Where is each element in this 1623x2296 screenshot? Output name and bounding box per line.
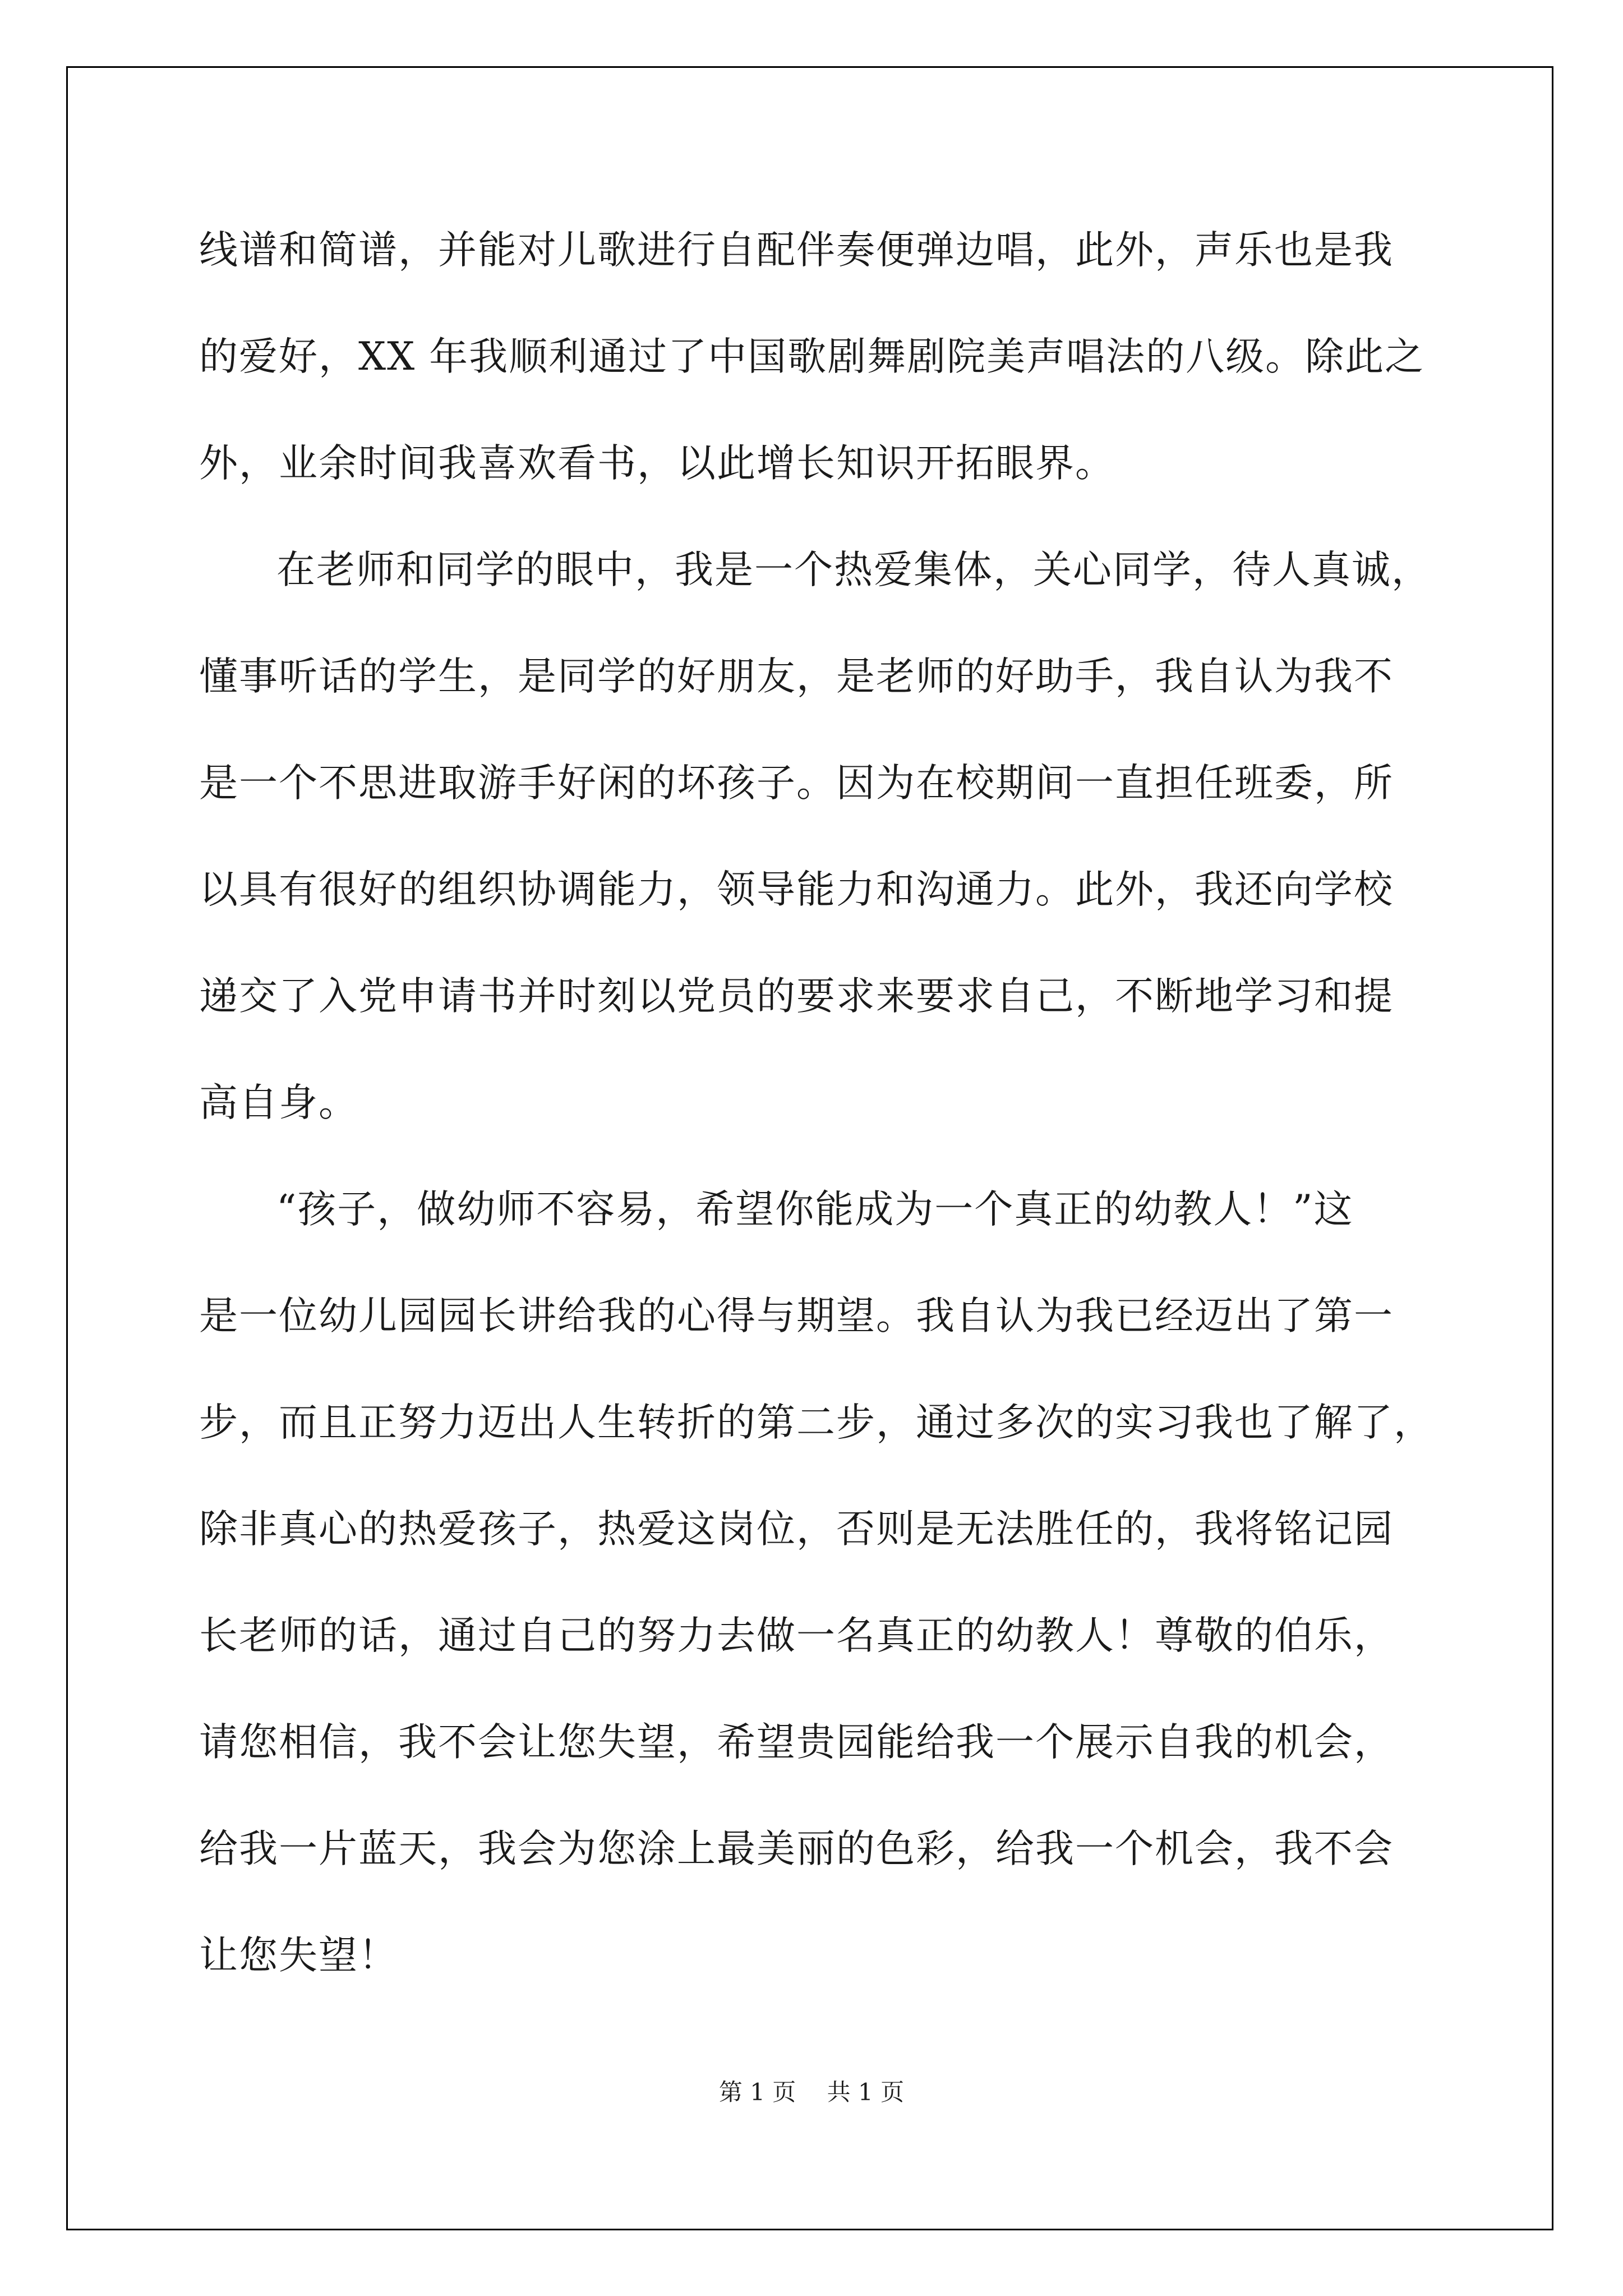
body-line: 是一位幼儿园园长讲给我的心得与期望。我自认为我已经迈出了第一 (199, 1294, 1394, 1338)
page-footer (0, 2076, 1623, 2109)
body-line: 递交了入党申请书并时刻以党员的要求来要求自己，不断地学习和提 (199, 974, 1394, 1019)
body-line: 的爱好，XX 年我顺利通过了中国歌剧舞剧院美声唱法的八级。除此之 (199, 334, 1425, 379)
body-line-paragraph-start: “孩子，做幼师不容易，希望你能成为一个真正的幼教人！”这 (276, 1187, 1354, 1232)
body-line: 请您相信，我不会让您失望，希望贵园能给我一个展示自我的机会， (199, 1720, 1394, 1765)
body-line: 除非真心的热爱孩子，热爱这岗位，否则是无法胜任的，我将铭记园 (199, 1507, 1394, 1552)
page-number-current: 第 1 页 (718, 2078, 796, 2106)
body-line: 长老师的话，通过自己的努力去做一名真正的幼教人！尊敬的伯乐， (199, 1613, 1394, 1658)
page-number-total: 共 1 页 (827, 2078, 905, 2106)
page-border (66, 66, 1553, 2230)
body-line: 让您失望！ (199, 1933, 398, 1978)
body-line: 外，业余时间我喜欢看书，以此增长知识开拓眼界。 (199, 441, 1115, 486)
body-line: 步，而且正努力迈出人生转折的第二步，通过多次的实习我也了解了， (199, 1400, 1433, 1445)
body-line: 给我一片蓝天，我会为您涂上最美丽的色彩，给我一个机会，我不会 (199, 1826, 1394, 1871)
body-line: 懂事听话的学生，是同学的好朋友，是老师的好助手，我自认为我不 (199, 654, 1394, 699)
body-line-paragraph-start: 在老师和同学的眼中，我是一个热爱集体，关心同学，待人真诚， (276, 547, 1431, 592)
body-line: 是一个不思进取游手好闲的坏孩子。因为在校期间一直担任班委，所 (199, 761, 1394, 806)
body-line: 线谱和简谱，并能对儿歌进行自配伴奏便弹边唱，此外，声乐也是我 (199, 228, 1394, 273)
body-line: 以具有很好的组织协调能力，领导能力和沟通力。此外，我还向学校 (199, 867, 1394, 912)
body-line: 高自身。 (199, 1080, 358, 1125)
